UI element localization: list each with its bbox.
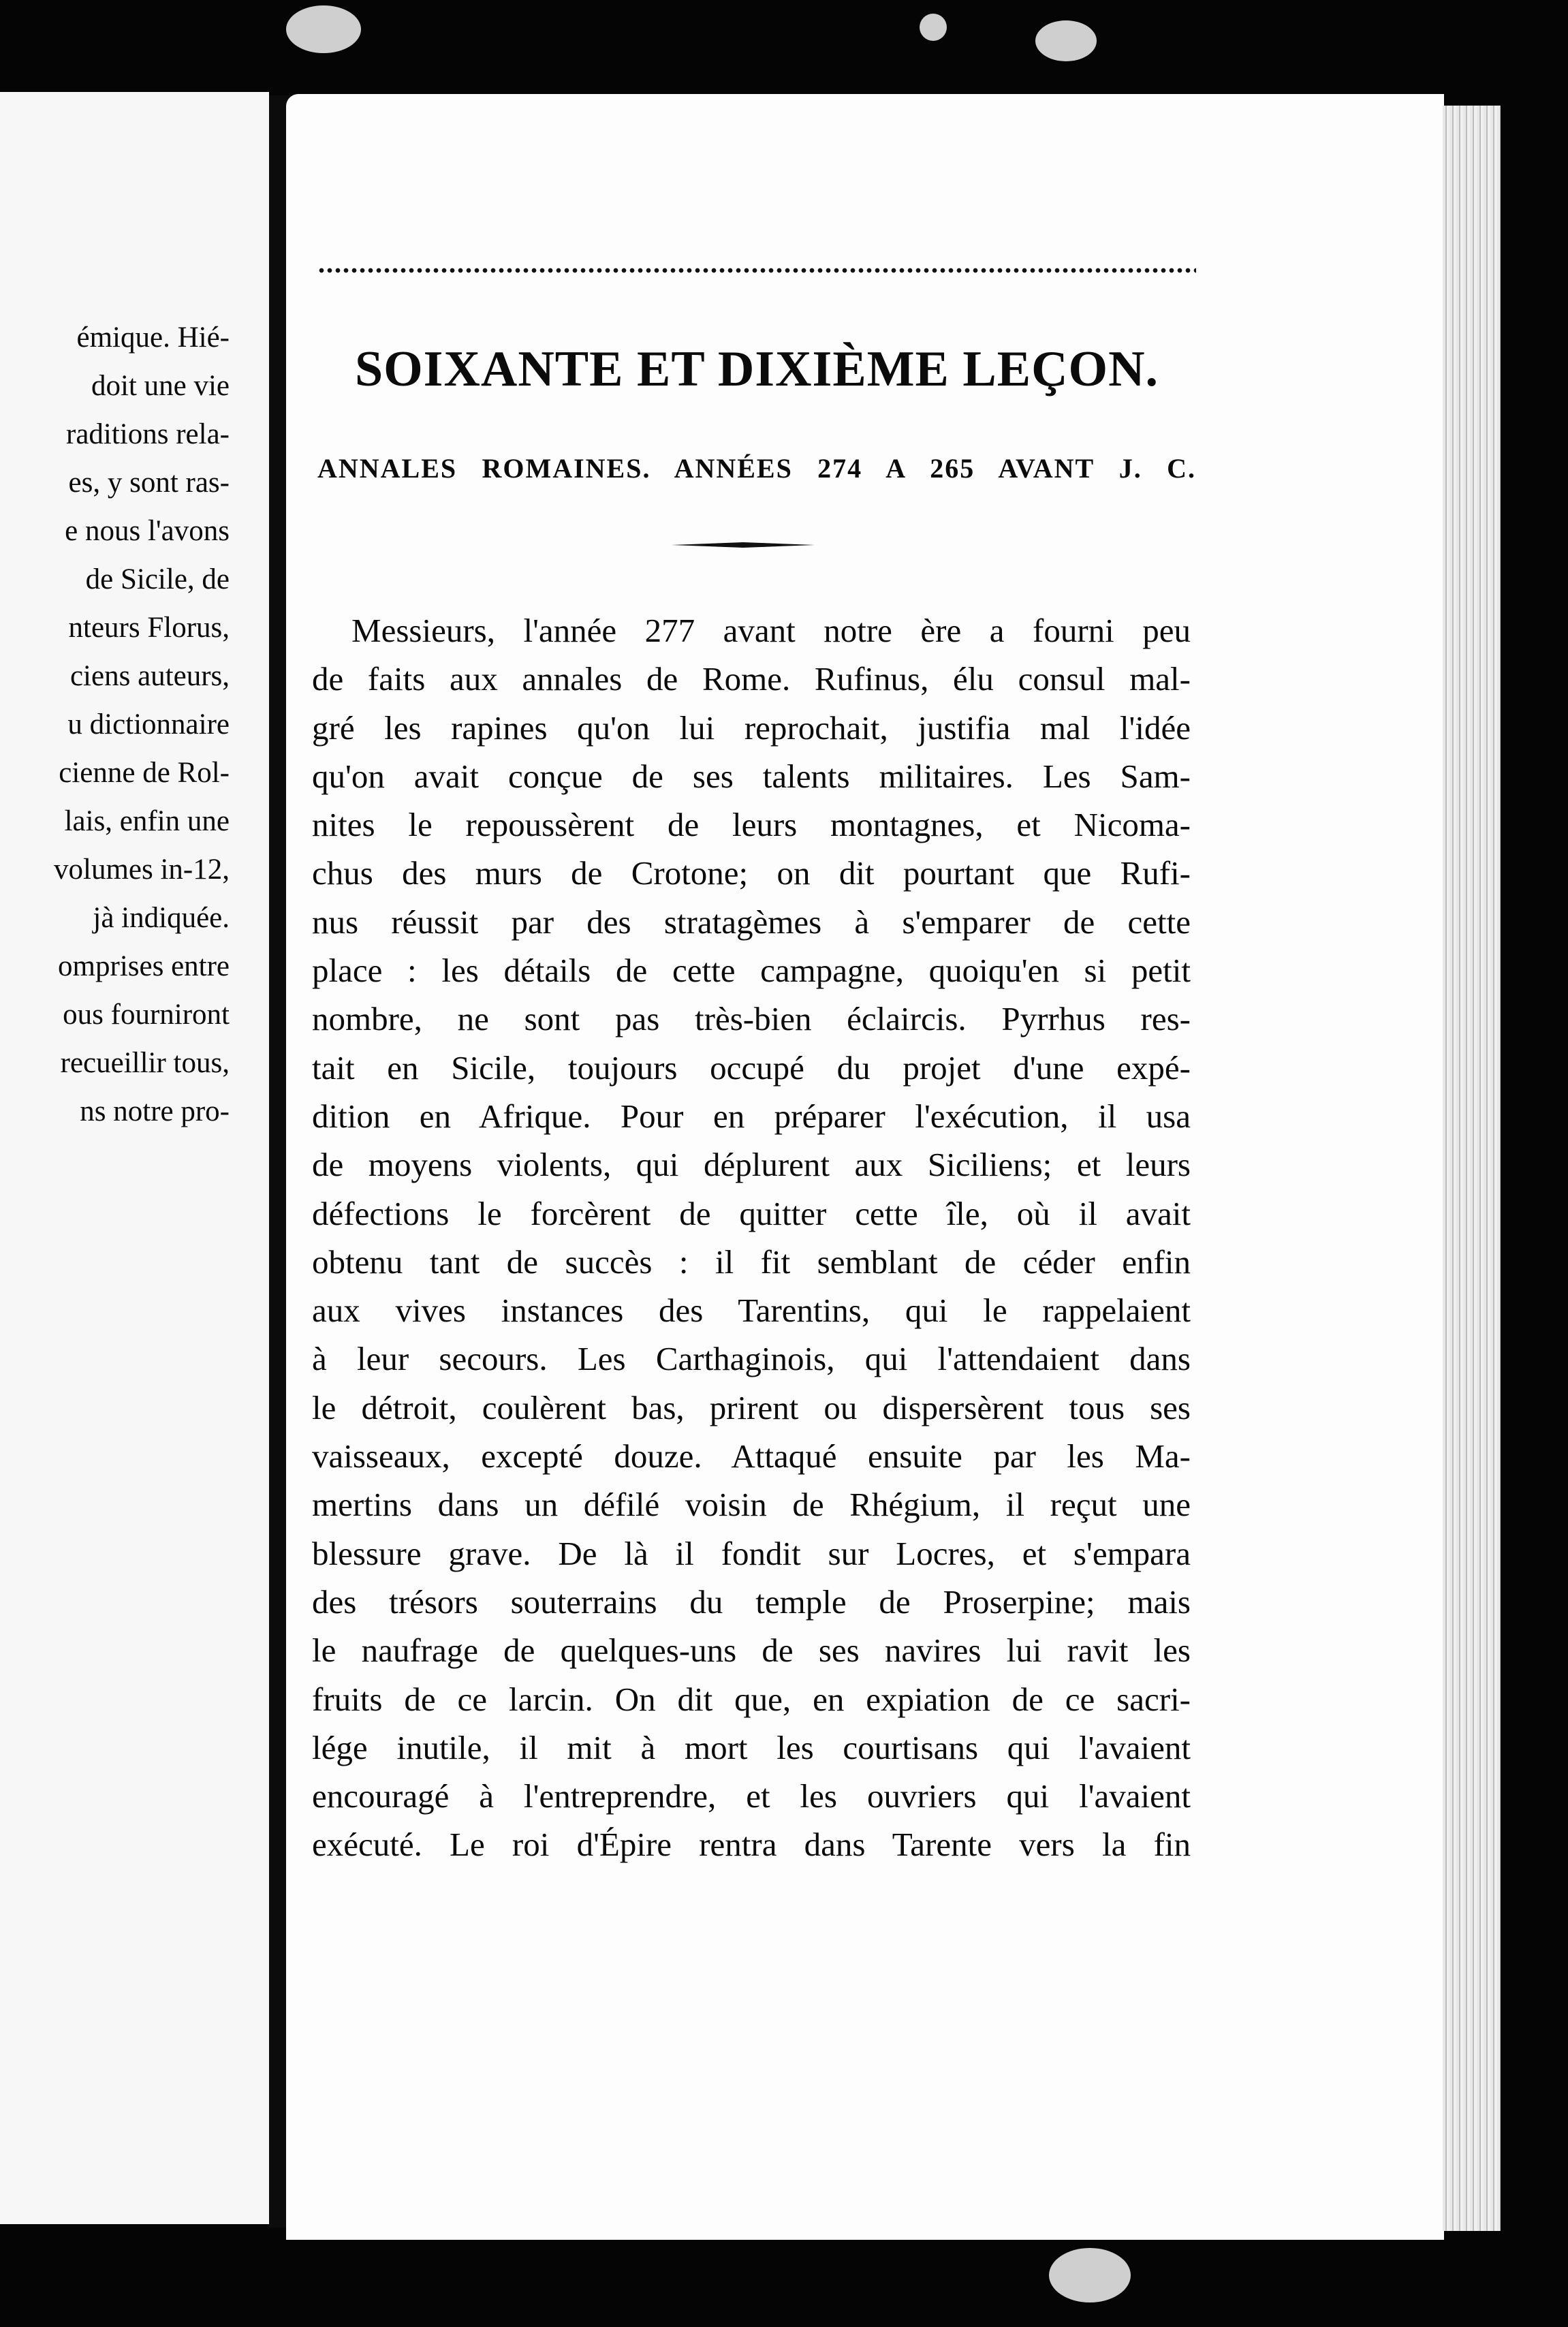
body-line: qu'on avait conçue de ses talents militaires. Les Sam- [312, 757, 1191, 795]
left-page-line: u dictionnaire [67, 708, 230, 740]
left-page [0, 92, 269, 2224]
header-dotted-rule [317, 267, 1196, 274]
body-line: à leur secours. Les Carthaginois, qui l'attendaient dans [312, 1340, 1191, 1378]
left-page-line: lais, enfin une [64, 805, 230, 837]
left-page-line: es, y sont ras- [68, 467, 230, 499]
body-line: le naufrage de quelques-uns de ses navires lui ravit les [312, 1631, 1191, 1670]
left-page-line: ns notre pro- [80, 1095, 230, 1127]
scan-artifact [1049, 2248, 1131, 2302]
left-page-line: omprises entre [58, 950, 230, 982]
left-page-line: volumes in-12, [54, 854, 230, 886]
body-line: aux vives instances des Tarentins, qui le rappelaient [312, 1292, 1191, 1330]
body-line: place : les détails de cette campagne, quoiqu'en si petit [312, 952, 1191, 990]
body-line: gré les rapines qu'on lui reprochait, justifia mal l'idée [312, 708, 1191, 747]
body-line: blessure grave. De là il fondit sur Locres, et s'empara [312, 1534, 1191, 1572]
lesson-subtitle: ANNALES ROMAINES. ANNÉES 274 A 265 AVANT J. C. [317, 453, 1196, 484]
left-page-line: e nous l'avons [65, 515, 230, 547]
left-page-line: ous fourniront [63, 999, 230, 1031]
body-line: le détroit, coulèrent bas, prirent ou dispersèrent tous ses [312, 1388, 1191, 1426]
body-line: tait en Sicile, toujours occupé du projet d'une expé- [312, 1048, 1191, 1087]
body-line: des trésors souterrains du temple de Proserpine; mais [312, 1582, 1191, 1621]
left-page-line: cienne de Rol- [59, 757, 230, 789]
body-line: mertins dans un défilé voisin de Rhégium, il reçut une [312, 1486, 1191, 1524]
body-line: de moyens violents, qui déplurent aux Siciliens; et leurs [312, 1146, 1191, 1184]
scan-artifact [920, 14, 947, 41]
body-line: fruits de ce larcin. On dit que, en expiation de ce sacri- [312, 1680, 1191, 1718]
body-line: nus réussit par des stratagèmes à s'emparer de cette [312, 903, 1191, 941]
scan-artifact [286, 5, 361, 53]
left-page-line: jà indiquée. [93, 902, 230, 934]
body-line: Messieurs, l'année 277 avant notre ère a fourni peu [351, 612, 1191, 649]
lesson-title: SOIXANTE ET DIXIÈME LEÇON. [354, 341, 1159, 397]
body-line: défections le forcèrent de quitter cette île, où il avait [312, 1194, 1191, 1232]
scan-artifact [1035, 20, 1097, 61]
body-line: encouragé à l'entreprendre, et les ouvriers qui l'avaient [312, 1777, 1191, 1815]
body-line: lége inutile, il mit à mort les courtisans qui l'avaient [312, 1728, 1191, 1766]
left-page-line: ciens auteurs, [69, 660, 230, 692]
page-edge [1443, 106, 1501, 2231]
body-line: nites le repoussèrent de leurs montagnes, et Nicoma- [312, 806, 1191, 844]
left-page-line: émique. Hié- [76, 322, 230, 354]
body-line: nombre, ne sont pas très-bien éclaircis. Pyrrhus res- [312, 1000, 1191, 1038]
body-text [312, 606, 1191, 1869]
left-page-line: nteurs Florus, [68, 612, 230, 644]
body-line: obtenu tant de succès : il fit semblant de céder enfin [312, 1243, 1191, 1281]
body-line: vaisseaux, excepté douze. Attaqué ensuite par les Ma- [312, 1437, 1191, 1475]
left-page-line: recueillir tous, [60, 1047, 230, 1079]
left-page-line: doit une vie [91, 370, 230, 402]
body-line: de faits aux annales de Rome. Rufinus, élu consul mal- [312, 660, 1191, 698]
left-page-line: raditions rela- [66, 418, 230, 450]
body-line: dition en Afrique. Pour en préparer l'exécution, il usa [312, 1097, 1191, 1135]
body-line: chus des murs de Crotone; on dit pourtant que Rufi- [312, 854, 1191, 892]
body-line: exécuté. Le roi d'Épire rentra dans Tarente vers la fin [312, 1826, 1191, 1864]
left-page-line: de Sicile, de [85, 563, 230, 595]
